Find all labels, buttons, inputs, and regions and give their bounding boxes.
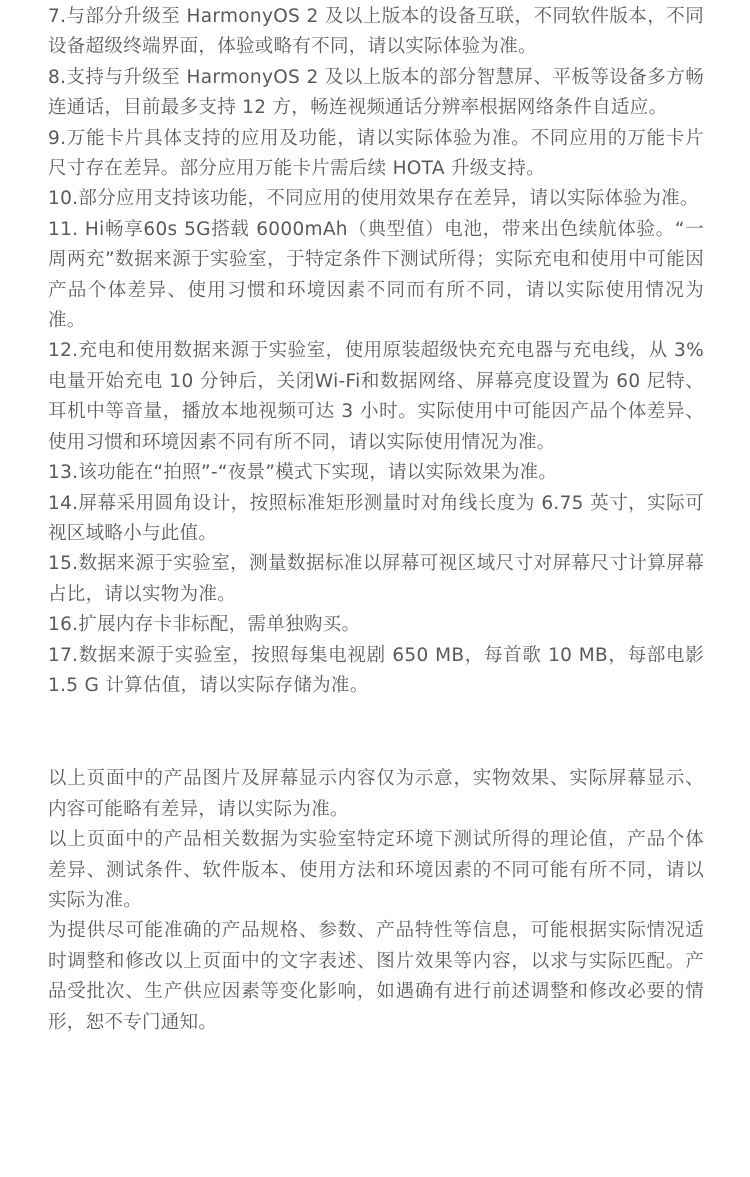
footnote-11: 11. Hi畅享60s 5G搭载 6000mAh（典型值）电池，带来出色续航体验。“一周两充”数据来源于实验室，于特定条件下测试所得；实际充电和使用中可能因产品个体差异、使用习惯和环境因素不同而有所不同，请以实际使用情况为准。: [48, 218, 704, 332]
footnote-8: 8.支持与升级至 HarmonyOS 2 及以上版本的部分智慧屏、平板等设备多方畅连通话，目前最多支持 12 方，畅连视频通话分辨率根据网络条件自适应。: [48, 66, 704, 119]
footnote-9: 9.万能卡片具体支持的应用及功能，请以实际体验为准。不同应用的万能卡片尺寸存在差异。部分应用万能卡片需后续 HOTA 升级支持。: [48, 127, 704, 180]
footnote-10: 10.部分应用支持该功能，不同应用的使用效果存在差异，请以实际体验为准。: [48, 188, 699, 210]
footnote-16: 16.扩展内存卡非标配，需单独购买。: [48, 614, 361, 636]
disclaimer-data: 以上页面中的产品相关数据为实验室特定环境下测试所得的理论值，产品个体差异、测试条件、软件版本、使用方法和环境因素的不同可能有所不同，请以实际为准。: [48, 829, 704, 911]
disclaimer-section: [48, 764, 704, 1038]
disclaimer-images: 以上页面中的产品图片及屏幕显示内容仅为示意，实物效果、实际屏幕显示、内容可能略有差异，请以实际为准。: [48, 768, 704, 820]
footnotes-list: [48, 2, 704, 701]
footnote-12: 12.充电和使用数据来源于实验室，使用原装超级快充充电器与充电线，从 3% 电量开始充电 10 分钟后，关闭Wi-Fi和数据网络、屏幕亮度设置为 60 尼特、耳机中等音量，播放本地视频可达 3 小时。实际使用中可能因产品个体差异、使用习惯和环境因素不同有所不同，请以实际使用情况为准。: [48, 340, 704, 453]
footnote-17: 17.数据来源于实验室，按照每集电视剧 650 MB，每首歌 10 MB，每部电影 1.5 G 计算估值，请以实际存储为准。: [48, 644, 704, 696]
footnote-15: 15.数据来源于实验室，测量数据标准以屏幕可视区域尺寸对屏幕尺寸计算屏幕占比，请以实物为准。: [48, 553, 704, 605]
footnote-14: 14.屏幕采用圆角设计，按照标准矩形测量时对角线长度为 6.75 英寸，实际可视区域略小与此值。: [48, 492, 704, 544]
footnote-7: 7.与部分升级至 HarmonyOS 2 及以上版本的设备互联，不同软件版本，不同设备超级终端界面，体验或略有不同，请以实际体验为准。: [48, 6, 704, 58]
disclaimer-adjustment: 为提供尽可能准确的产品规格、参数、产品特性等信息，可能根据实际情况适时调整和修改以上页面中的文字表述、图片效果等内容，以求与实际匹配。产品受批次、生产供应因素等变化影响，如遇确有进行前述调整和修改必要的情形，恕不专门通知。: [48, 920, 704, 1033]
footnote-13: 13.该功能在“拍照”-“夜景”模式下实现，请以实际效果为准。: [48, 462, 558, 484]
